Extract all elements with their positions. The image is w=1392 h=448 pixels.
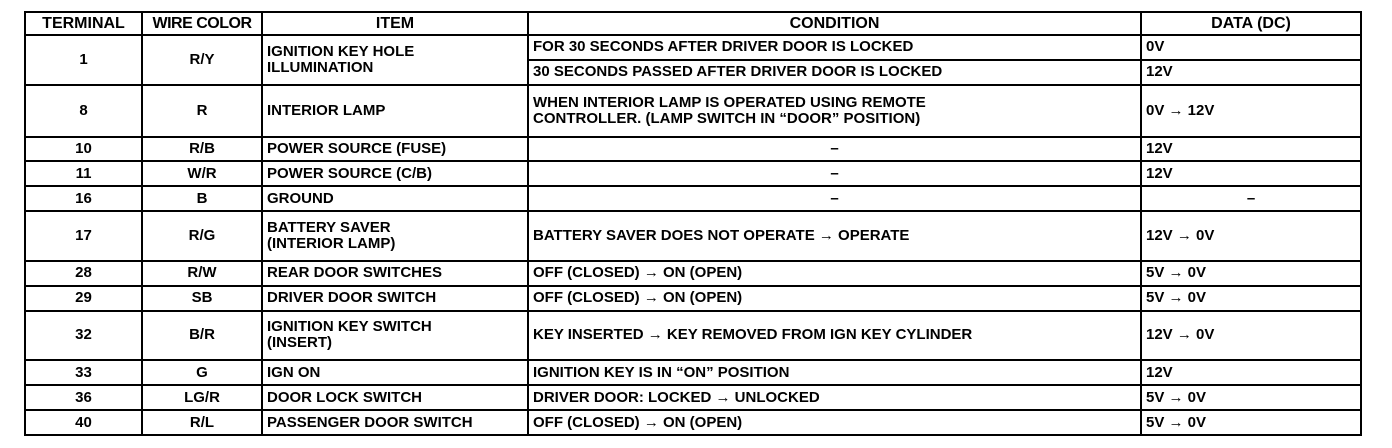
table-row: [25, 286, 1361, 311]
header-wire-color: WIRE COLOR: [142, 12, 262, 35]
data-cell: 0V → 12V: [1141, 85, 1361, 137]
header-row: [25, 12, 1361, 35]
data-cell: 12V: [1141, 137, 1361, 162]
item-cell: INTERIOR LAMP: [262, 85, 528, 137]
wire-color-cell: B/R: [142, 311, 262, 361]
terminal-cell: 8: [25, 85, 142, 137]
header-terminal: TERMINAL: [25, 12, 142, 35]
condition-cell: 30 SECONDS PASSED AFTER DRIVER DOOR IS LOCKED: [528, 60, 1141, 85]
data-cell: 5V → 0V: [1141, 261, 1361, 286]
item-cell: DOOR LOCK SWITCH: [262, 385, 528, 410]
condition-cell: –: [528, 137, 1141, 162]
table-row: [25, 410, 1361, 435]
terminal-cell: 28: [25, 261, 142, 286]
condition-cell: DRIVER DOOR: LOCKED → UNLOCKED: [528, 385, 1141, 410]
data-cell: –: [1141, 186, 1361, 211]
table-row: [25, 161, 1361, 186]
header-data: DATA (DC): [1141, 12, 1361, 35]
table-row: [25, 211, 1361, 261]
terminal-cell: 29: [25, 286, 142, 311]
data-cell: 12V → 0V: [1141, 311, 1361, 361]
data-cell: 0V: [1141, 35, 1361, 60]
data-cell: 5V → 0V: [1141, 286, 1361, 311]
condition-cell: OFF (CLOSED) → ON (OPEN): [528, 261, 1141, 286]
wire-color-cell: R: [142, 85, 262, 137]
data-cell: 12V: [1141, 360, 1361, 385]
terminal-cell: 36: [25, 385, 142, 410]
terminal-cell: 16: [25, 186, 142, 211]
wire-color-cell: LG/R: [142, 385, 262, 410]
header-condition: CONDITION: [528, 12, 1141, 35]
condition-cell: BATTERY SAVER DOES NOT OPERATE → OPERATE: [528, 211, 1141, 261]
wire-color-cell: SB: [142, 286, 262, 311]
terminal-cell: 17: [25, 211, 142, 261]
data-cell: 5V → 0V: [1141, 385, 1361, 410]
table-row: [25, 360, 1361, 385]
data-cell: 12V: [1141, 161, 1361, 186]
condition-cell: OFF (CLOSED) → ON (OPEN): [528, 410, 1141, 435]
item-cell: IGNITION KEY HOLE ILLUMINATION: [262, 35, 528, 85]
terminal-cell: 11: [25, 161, 142, 186]
table-row: [25, 35, 1361, 60]
wire-color-cell: R/W: [142, 261, 262, 286]
wire-color-cell: W/R: [142, 161, 262, 186]
item-cell: REAR DOOR SWITCHES: [262, 261, 528, 286]
item-cell: GROUND: [262, 186, 528, 211]
wire-color-cell: B: [142, 186, 262, 211]
condition-cell: –: [528, 161, 1141, 186]
terminal-data-table: [24, 11, 1362, 436]
table-row: [25, 85, 1361, 137]
header-item: ITEM: [262, 12, 528, 35]
data-cell: 5V → 0V: [1141, 410, 1361, 435]
terminal-cell: 32: [25, 311, 142, 361]
terminal-cell: 10: [25, 137, 142, 162]
item-cell: IGN ON: [262, 360, 528, 385]
wire-color-cell: R/Y: [142, 35, 262, 85]
table-row: [25, 137, 1361, 162]
condition-cell: IGNITION KEY IS IN “ON” POSITION: [528, 360, 1141, 385]
condition-cell: –: [528, 186, 1141, 211]
table-row: [25, 261, 1361, 286]
table-row: [25, 385, 1361, 410]
table-row: [25, 311, 1361, 361]
item-cell: BATTERY SAVER (INTERIOR LAMP): [262, 211, 528, 261]
table-row: [25, 186, 1361, 211]
wire-color-cell: R/L: [142, 410, 262, 435]
item-cell: IGNITION KEY SWITCH (INSERT): [262, 311, 528, 361]
item-cell: POWER SOURCE (C/B): [262, 161, 528, 186]
data-cell: 12V: [1141, 60, 1361, 85]
condition-cell: KEY INSERTED → KEY REMOVED FROM IGN KEY CYLINDER: [528, 311, 1141, 361]
item-cell: POWER SOURCE (FUSE): [262, 137, 528, 162]
data-cell: 12V → 0V: [1141, 211, 1361, 261]
item-cell: PASSENGER DOOR SWITCH: [262, 410, 528, 435]
item-cell: DRIVER DOOR SWITCH: [262, 286, 528, 311]
wire-color-cell: R/B: [142, 137, 262, 162]
condition-cell: OFF (CLOSED) → ON (OPEN): [528, 286, 1141, 311]
terminal-cell: 1: [25, 35, 142, 85]
terminal-cell: 40: [25, 410, 142, 435]
condition-cell: WHEN INTERIOR LAMP IS OPERATED USING REMOTE CONTROLLER. (LAMP SWITCH IN “DOOR” POSITION): [528, 85, 1141, 137]
condition-cell: FOR 30 SECONDS AFTER DRIVER DOOR IS LOCKED: [528, 35, 1141, 60]
wire-color-cell: R/G: [142, 211, 262, 261]
terminal-cell: 33: [25, 360, 142, 385]
wire-color-cell: G: [142, 360, 262, 385]
